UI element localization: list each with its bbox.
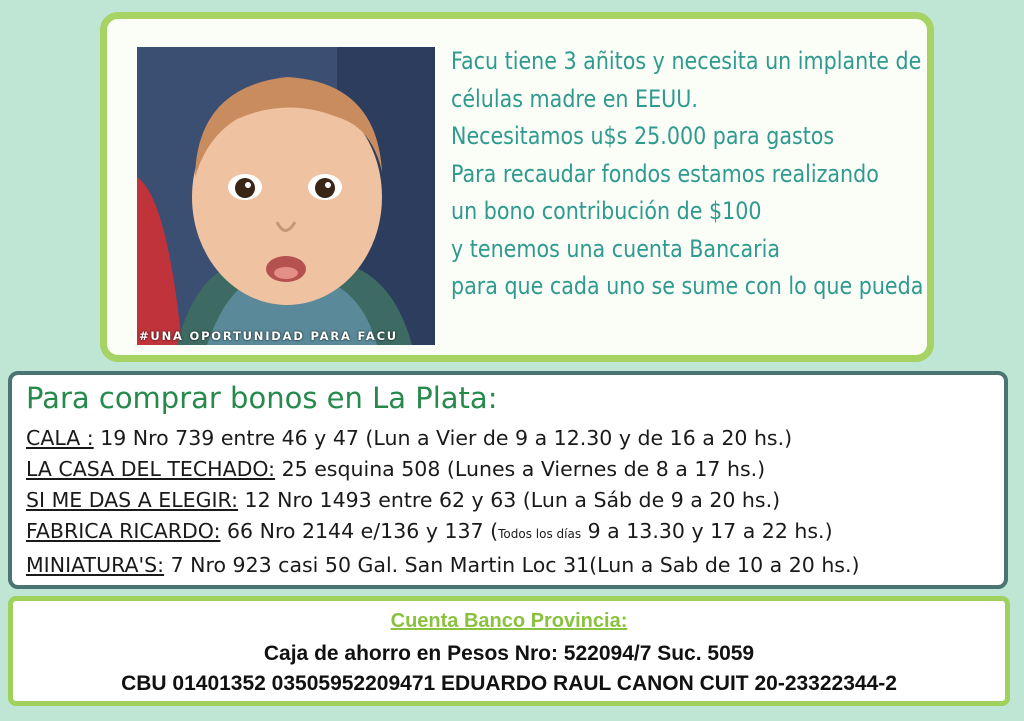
places-list [26, 423, 860, 581]
bonos-panel [8, 371, 1008, 589]
bank-account: Caja de ahorro en Pesos Nro: 522094/7 Suc. 5059 [263, 642, 755, 665]
list-item [26, 423, 860, 454]
place-name: LA CASA DEL TECHADO: [26, 457, 276, 481]
place-name: FABRICA RICARDO: [26, 519, 221, 543]
place-name: MINIATURA'S: [26, 553, 165, 577]
bank-title: Cuenta Banco Provincia: [390, 610, 628, 632]
place-name: SI ME DAS A ELEGIR: [26, 488, 239, 512]
place-detail: 66 Nro 2144 e/136 y 137 ( [220, 519, 499, 543]
list-item [26, 550, 860, 581]
bank-panel [8, 596, 1010, 706]
child-photo-illustration [137, 47, 435, 345]
intro-line: Necesitamos u$s 25.000 para gastos [451, 122, 835, 150]
place-detail: 12 Nro 1493 entre 62 y 63 (Lun a Sáb de 9 a 20 hs.) [238, 488, 781, 512]
place-detail: 19 Nro 739 entre 46 y 47 (Lun a Vier de 9 a 12.30 y de 16 a 20 hs.) [93, 426, 793, 450]
intro-line: Para recaudar fondos estamos realizando [451, 159, 879, 188]
intro-line: para que cada uno se sume con lo que pueda [451, 272, 924, 300]
child-photo [137, 47, 435, 345]
intro-line: Facu tiene 3 añitos y necesita un implante de [451, 47, 922, 75]
intro-line: células madre en EEUU. [451, 84, 698, 113]
list-item [26, 485, 860, 516]
list-item [26, 454, 860, 485]
bank-cbu: CBU 01401352 03505952209471 EDUARDO RAUL CANON CUIT 20-23322344-2 [121, 672, 897, 695]
place-name: CALA : [26, 426, 94, 450]
bonos-title: Para comprar bonos en La Plata: [26, 381, 498, 415]
place-detail-small: Todos los días [498, 527, 582, 541]
place-detail: 7 Nro 923 casi 50 Gal. San Martin Loc 31(Lun a Sab de 10 a 20 hs.) [164, 553, 860, 577]
intro-line: y tenemos una cuenta Bancaria [451, 234, 781, 263]
intro-panel [100, 12, 934, 362]
place-detail: 9 a 13.30 y 17 a 22 hs.) [581, 519, 833, 543]
photo-caption: #UNA OPORTUNIDAD PARA FACU [139, 329, 398, 343]
list-item [26, 516, 860, 550]
intro-line: un bono contribución de $100 [451, 197, 762, 225]
place-detail: 25 esquina 508 (Lunes a Viernes de 8 a 17 hs.) [275, 457, 766, 481]
intro-text [451, 43, 924, 306]
